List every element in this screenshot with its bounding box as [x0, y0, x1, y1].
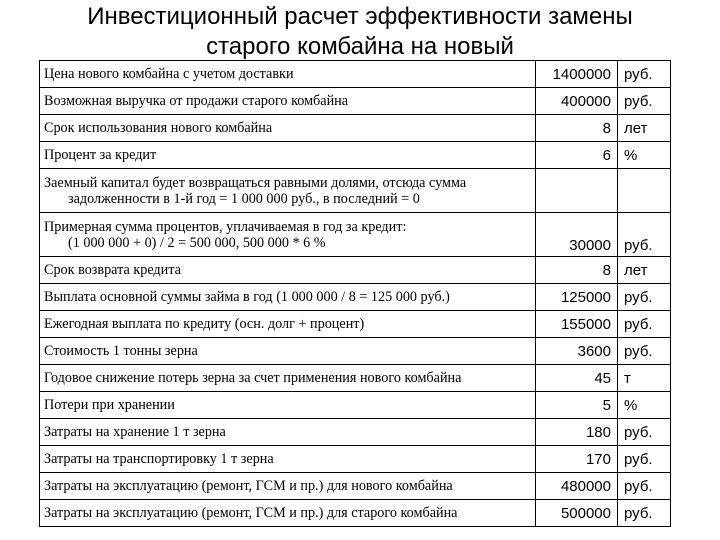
row-value: 45: [536, 365, 618, 392]
table-row: [40, 500, 671, 527]
table-row: [40, 213, 671, 257]
row-unit: руб.: [618, 213, 671, 257]
row-label-continuation: задолженности в 1-й год = 1 000 000 руб., в последний = 0: [68, 190, 420, 207]
title-line-1: Инвестиционный расчет эффективности замены: [87, 3, 633, 30]
row-label: Затраты на эксплуатацию (ремонт, ГСМ и пр.) для старого комбайна: [40, 500, 536, 527]
table-row: [40, 392, 671, 419]
row-label: Ежегодная выплата по кредиту (осн. долг + процент): [40, 311, 536, 338]
table-row: [40, 88, 671, 115]
row-value: 500000: [536, 500, 618, 527]
table-row: [40, 338, 671, 365]
row-label: Годовое снижение потерь зерна за счет применения нового комбайна: [40, 365, 536, 392]
table-row: [40, 115, 671, 142]
row-label: Затраты на хранение 1 т зерна: [40, 419, 536, 446]
calculation-table: [39, 60, 671, 527]
table-row: [40, 142, 671, 169]
row-value: 8: [536, 115, 618, 142]
row-label-multiline: [40, 213, 536, 257]
table-row: [40, 446, 671, 473]
row-value: 170: [536, 446, 618, 473]
row-unit: %: [618, 142, 671, 169]
table-row: [40, 365, 671, 392]
row-value: 125000: [536, 284, 618, 311]
row-unit: т: [618, 365, 671, 392]
row-value: 8: [536, 257, 618, 284]
row-label: Потери при хранении: [40, 392, 536, 419]
row-value: 400000: [536, 88, 618, 115]
row-value: [536, 169, 618, 213]
table-row: [40, 473, 671, 500]
row-value: 480000: [536, 473, 618, 500]
row-value: 5: [536, 392, 618, 419]
row-value: 180: [536, 419, 618, 446]
title-line-2: старого комбайна на новый: [206, 33, 514, 60]
table-row: [40, 61, 671, 88]
row-unit: [618, 169, 671, 213]
row-label: Срок использования нового комбайна: [40, 115, 536, 142]
slide-title: [0, 2, 720, 62]
row-label-continuation: (1 000 000 + 0) / 2 = 500 000, 500 000 * 6 %: [68, 234, 326, 251]
row-unit: руб.: [618, 284, 671, 311]
row-label: Заемный капитал будет возвращаться равными долями, отсюда сумма: [44, 174, 467, 191]
table-row: [40, 419, 671, 446]
row-unit: руб.: [618, 500, 671, 527]
row-unit: руб.: [618, 311, 671, 338]
table-row: [40, 257, 671, 284]
row-unit: руб.: [618, 88, 671, 115]
row-label: Примерная сумма процентов, уплачиваемая в год за кредит:: [44, 218, 407, 235]
row-value: 155000: [536, 311, 618, 338]
table-row: [40, 169, 671, 213]
row-value: 1400000: [536, 61, 618, 88]
row-label: Затраты на транспортировку 1 т зерна: [40, 446, 536, 473]
row-label: Стоимость 1 тонны зерна: [40, 338, 536, 365]
row-unit: лет: [618, 115, 671, 142]
row-unit: руб.: [618, 338, 671, 365]
row-unit: руб.: [618, 446, 671, 473]
row-label-multiline: [40, 169, 536, 213]
row-label: Выплата основной суммы займа в год (1 000 000 / 8 = 125 000 руб.): [40, 284, 536, 311]
row-label: Возможная выручка от продажи старого комбайна: [40, 88, 536, 115]
row-value: 30000: [536, 213, 618, 257]
row-label: Срок возврата кредита: [40, 257, 536, 284]
row-unit: руб.: [618, 61, 671, 88]
row-value: 3600: [536, 338, 618, 365]
table-row: [40, 284, 671, 311]
row-unit: руб.: [618, 473, 671, 500]
row-unit: лет: [618, 257, 671, 284]
row-unit: руб.: [618, 419, 671, 446]
table-row: [40, 311, 671, 338]
row-label: Процент за кредит: [40, 142, 536, 169]
row-label: Цена нового комбайна с учетом доставки: [40, 61, 536, 88]
row-unit: %: [618, 392, 671, 419]
row-label: Затраты на эксплуатацию (ремонт, ГСМ и пр.) для нового комбайна: [40, 473, 536, 500]
row-value: 6: [536, 142, 618, 169]
